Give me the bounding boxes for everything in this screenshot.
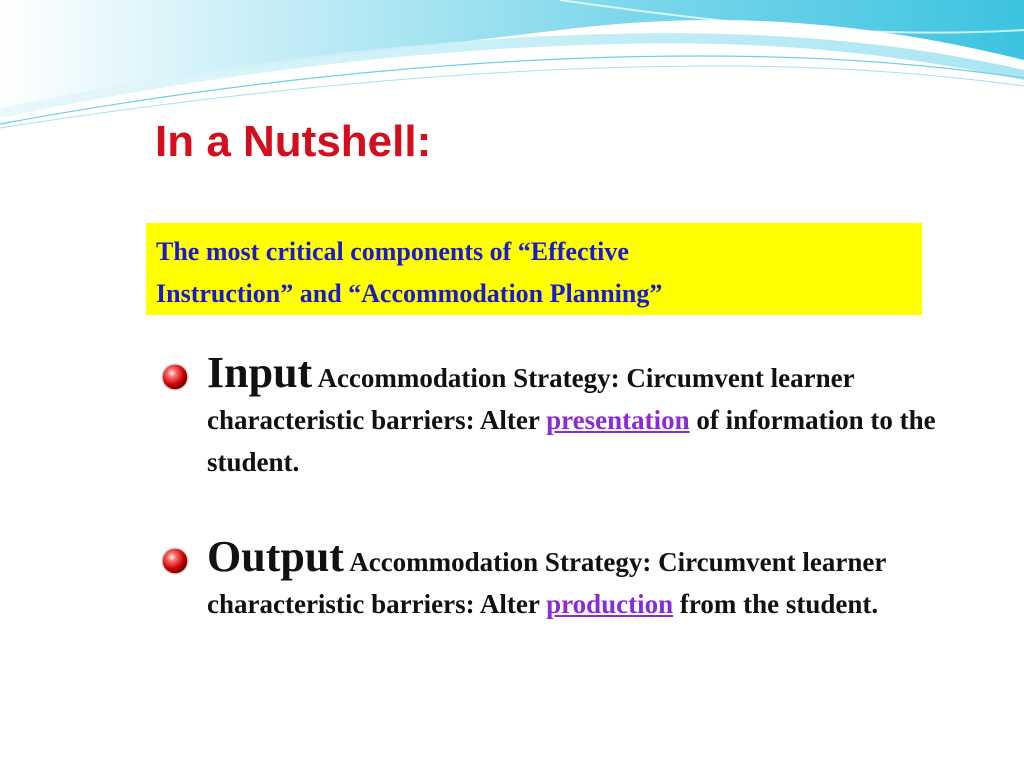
bullet-input-text	[207, 348, 947, 483]
header-wave-decoration	[0, 0, 1024, 130]
bullet-output-text	[207, 532, 947, 625]
bullet-lead-output: Output	[207, 532, 344, 581]
presentation-link[interactable]: presentation	[546, 405, 690, 435]
slide-title: In a Nutshell:	[155, 117, 432, 166]
production-link[interactable]: production	[546, 589, 674, 619]
bullet-body-output: Accommodation Strategy: Circumvent learner characteristic barriers: Alter	[207, 547, 886, 619]
bullet-tail-input: of information to the student.	[207, 405, 936, 477]
bullet-lead-input: Input	[207, 348, 313, 397]
highlight-callout	[146, 223, 922, 315]
red-sphere-icon	[160, 546, 190, 576]
callout-line-1: The most critical components of “Effective	[156, 237, 629, 266]
bullet-tail-output: from the student.	[673, 589, 879, 619]
callout-line-2: Instruction” and “Accommodation Planning”	[156, 279, 663, 308]
red-sphere-icon	[160, 362, 190, 392]
bullet-body-input: Accommodation Strategy: Circumvent learner characteristic barriers: Alter	[207, 363, 855, 435]
